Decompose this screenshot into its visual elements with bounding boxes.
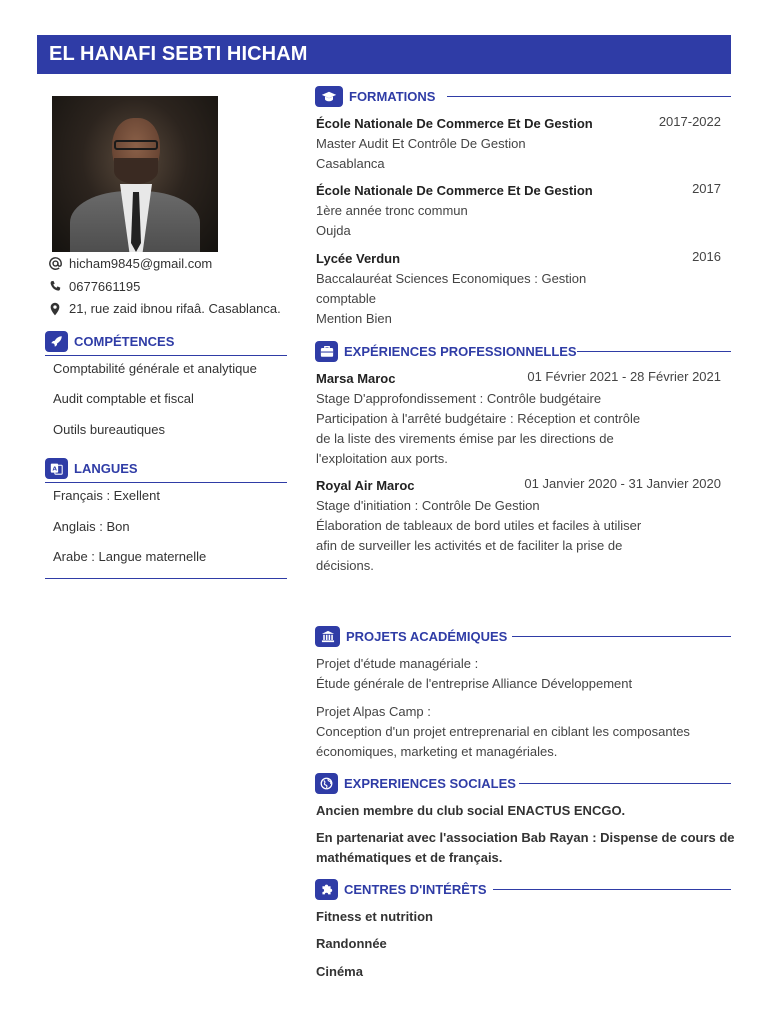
interet-item: Fitness et nutrition bbox=[316, 909, 433, 924]
interets-divider bbox=[493, 889, 731, 890]
experience-detail: Stage d'initiation : Contrôle De Gestion bbox=[316, 498, 540, 513]
experience-date: 01 Janvier 2020 - 31 Janvier 2020 bbox=[524, 476, 721, 491]
interet-item: Randonnée bbox=[316, 936, 387, 951]
email-text: hicham9845@gmail.com bbox=[69, 256, 213, 271]
projets-heading bbox=[315, 626, 507, 647]
langues-bottom-divider bbox=[45, 578, 287, 579]
competence-item: Audit comptable et fiscal bbox=[53, 391, 194, 406]
formation-detail: Oujda bbox=[316, 223, 351, 238]
phone-icon bbox=[48, 280, 62, 294]
sociales-divider bbox=[519, 783, 731, 784]
experience-date: 01 Février 2021 - 28 Février 2021 bbox=[527, 369, 721, 384]
langues-title: LANGUES bbox=[74, 461, 138, 476]
langues-heading bbox=[45, 458, 138, 479]
formations-heading bbox=[315, 86, 435, 107]
experience-detail: Élaboration de tableaux de bord utiles et faciles à utiliser bbox=[316, 518, 642, 533]
formation-school: École Nationale De Commerce Et De Gestion bbox=[316, 116, 593, 131]
experience-detail: Participation à l'arrêté budgétaire : Réception et contrôle bbox=[316, 411, 641, 426]
graduation-cap-icon bbox=[315, 86, 343, 107]
projets-divider bbox=[512, 636, 731, 637]
at-icon bbox=[48, 257, 62, 271]
formation-detail: Master Audit Et Contrôle De Gestion bbox=[316, 136, 526, 151]
page-title: EL HANAFI SEBTI HICHAM bbox=[37, 35, 731, 74]
competences-divider bbox=[45, 355, 287, 356]
projets-title: PROJETS ACADÉMIQUES bbox=[346, 629, 508, 644]
sociales-title: EXPRERIENCES SOCIALES bbox=[344, 776, 516, 791]
langues-divider bbox=[45, 482, 287, 483]
competence-item: Comptabilité générale et analytique bbox=[53, 361, 257, 376]
formation-school: Lycée Verdun bbox=[316, 251, 401, 266]
projet-detail: Conception d'un projet entreprenarial en ciblant les composantes bbox=[316, 724, 690, 739]
formation-detail: 1ère année tronc commun bbox=[316, 203, 468, 218]
formation-detail: comptable bbox=[316, 291, 376, 306]
experiences-heading bbox=[315, 341, 577, 362]
sociale-item: Ancien membre du club social ENACTUS ENCGO. bbox=[316, 803, 626, 818]
puzzle-icon bbox=[315, 879, 338, 900]
rocket-icon bbox=[45, 331, 68, 352]
profile-photo bbox=[52, 96, 218, 252]
langue-item: Anglais : Bon bbox=[53, 519, 130, 534]
contact-email[interactable] bbox=[48, 256, 212, 271]
interet-item: Cinéma bbox=[316, 964, 363, 979]
interets-heading bbox=[315, 879, 487, 900]
formation-detail: Baccalauréat Sciences Economiques : Gestion bbox=[316, 271, 587, 286]
location-pin-icon bbox=[48, 302, 62, 316]
experience-company: Royal Air Maroc bbox=[316, 478, 415, 493]
experience-detail: afin de surveiller les activités et de faciliter la prise de bbox=[316, 538, 623, 553]
formation-school: École Nationale De Commerce Et De Gestion bbox=[316, 183, 593, 198]
formation-date: 2017-2022 bbox=[658, 114, 721, 129]
competence-item: Outils bureautiques bbox=[53, 422, 166, 437]
globe-icon bbox=[315, 773, 338, 794]
sociale-item: mathématiques et de français. bbox=[316, 850, 503, 865]
formation-detail: Casablanca bbox=[316, 156, 385, 171]
phone-text: 0677661195 bbox=[69, 279, 141, 294]
contact-address bbox=[48, 301, 281, 316]
formation-detail: Mention Bien bbox=[316, 311, 392, 326]
svg-text:A: A bbox=[52, 466, 57, 473]
langue-item: Arabe : Langue maternelle bbox=[53, 549, 207, 564]
formation-date: 2016 bbox=[692, 249, 721, 264]
experiences-title: EXPÉRIENCES PROFESSIONNELLES bbox=[344, 344, 577, 359]
competences-heading bbox=[45, 331, 174, 352]
language-icon bbox=[45, 458, 68, 479]
experiences-divider bbox=[577, 351, 731, 352]
projet-detail: Projet d'étude managériale : bbox=[316, 656, 479, 671]
address-text: 21, rue zaid ibnou rifaâ. Casablanca. bbox=[69, 301, 281, 316]
experience-detail: l'exploitation aux ports. bbox=[316, 451, 448, 466]
formation-date: 2017 bbox=[692, 181, 721, 196]
formations-divider bbox=[447, 96, 731, 97]
institution-icon bbox=[315, 626, 340, 647]
projet-detail: Projet Alpas Camp : bbox=[316, 704, 431, 719]
projet-detail: économiques, marketing et managériales. bbox=[316, 744, 558, 759]
langue-item: Français : Exellent bbox=[53, 488, 160, 503]
competences-title: COMPÉTENCES bbox=[74, 334, 175, 349]
sociale-item: En partenariat avec l'association Bab Rayan : Dispense de cours de bbox=[316, 830, 735, 845]
briefcase-icon bbox=[315, 341, 338, 362]
projet-detail: Étude générale de l'entreprise Alliance Développement bbox=[316, 676, 633, 691]
experience-detail: Stage D'approfondissement : Contrôle budgétaire bbox=[316, 391, 602, 406]
experience-company: Marsa Maroc bbox=[316, 371, 396, 386]
interets-title: CENTRES D'INTÉRÊTS bbox=[344, 882, 487, 897]
experience-detail: décisions. bbox=[316, 558, 374, 573]
sociales-heading bbox=[315, 773, 516, 794]
contact-phone[interactable] bbox=[48, 279, 140, 294]
formations-title: FORMATIONS bbox=[349, 89, 436, 104]
experience-detail: de la liste des virements émise par les directions de bbox=[316, 431, 614, 446]
